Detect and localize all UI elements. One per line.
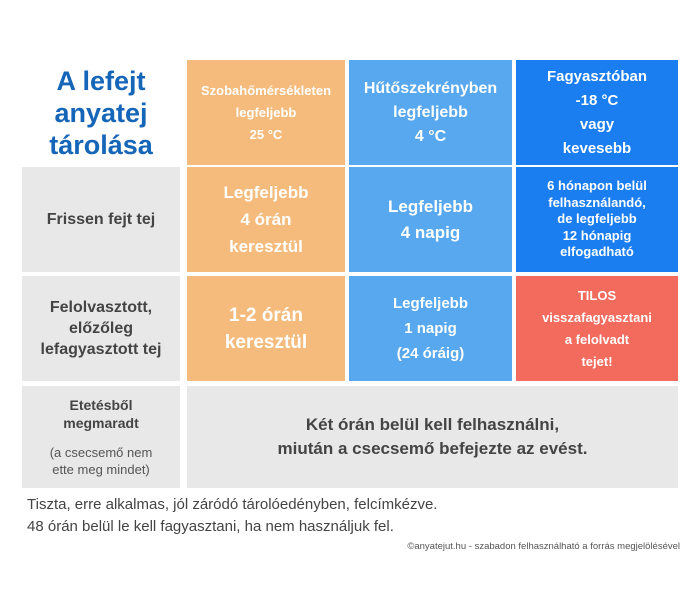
cell-text: visszafagyasztani [542, 309, 652, 325]
row-label-text: Etetésből [69, 397, 133, 413]
cell-text: de legfeljebb [557, 211, 637, 227]
fresh-fridge-cell [349, 167, 512, 272]
cell-text: TILOS [577, 287, 617, 303]
row-sublabel-text: ette meg mindet) [52, 462, 150, 477]
fresh-room-cell [187, 167, 345, 272]
cell-text: a felolvadt [564, 331, 630, 347]
cell-text: Legfeljebb [392, 295, 468, 312]
row-label-text: lefagyasztott tej [40, 341, 162, 358]
header-text: legfeljebb [393, 103, 468, 121]
header-text: Szobahőmérsékleten [200, 82, 332, 98]
header-text: Hűtőszekrényben [363, 79, 498, 97]
row-label-fresh [22, 167, 180, 272]
header-text: Fagyasztóban [546, 67, 648, 85]
thawed-freezer-cell [516, 276, 678, 381]
header-room-temperature [187, 60, 345, 165]
header-text: 4 °C [414, 127, 447, 145]
header-text: legfeljebb [235, 104, 297, 120]
row-label-leftover [22, 386, 180, 488]
row-label-text: előzőleg [68, 320, 133, 337]
header-text: vagy [579, 115, 615, 133]
header-text: -18 °C [575, 91, 619, 109]
page-title [22, 60, 180, 165]
cell-text: 4 napig [400, 222, 461, 242]
cell-text: 4 órán [240, 210, 292, 229]
footer-note: 48 órán belül le kell fagyasztani, ha nem használjuk fel. [27, 518, 394, 535]
cell-text: 6 hónapon belül [547, 178, 647, 194]
title-line: anyatej [54, 97, 148, 128]
row-label-text: megmaradt [63, 415, 139, 431]
cell-text: Két órán belül kell felhasználni, [305, 415, 560, 434]
cell-text: keresztül [224, 331, 308, 353]
footer-note: Tiszta, erre alkalmas, jól záródó tárolóedényben, felcímkézve. [27, 496, 438, 513]
row-label-thawed [22, 276, 180, 381]
cell-text: keresztül [229, 237, 303, 256]
row-label-text: Felolvasztott, [49, 299, 153, 316]
cell-text: 1 napig [404, 320, 457, 337]
row-sublabel-text: (a csecsemő nem [49, 445, 153, 460]
cell-text: tejet! [581, 353, 613, 369]
title-line: tárolása [49, 129, 153, 160]
cell-text: (24 óráig) [396, 345, 465, 362]
header-fridge [349, 60, 512, 165]
cell-text: 12 hónapig [562, 227, 632, 243]
leftover-value-cell [187, 386, 678, 488]
cell-text: felhasználandó, [548, 194, 646, 210]
header-freezer [516, 60, 678, 165]
cell-text: Legfeljebb [387, 196, 473, 216]
copyright-credit: ©anyatejut.hu - szabadon felhasználható a forrás megjelölésével [407, 541, 680, 552]
header-text: kevesebb [562, 139, 632, 157]
cell-text: Legfeljebb [223, 183, 309, 202]
cell-text: elfogadható [560, 244, 634, 260]
header-text: 25 °C [249, 126, 283, 142]
thawed-fridge-cell [349, 276, 512, 381]
title-line: A lefejt [56, 65, 146, 96]
cell-text: 1-2 órán [229, 304, 303, 326]
thawed-room-cell [187, 276, 345, 381]
row-label-text: Frissen fejt tej [46, 211, 156, 228]
cell-text: miután a csecsemő befejezte az evést. [277, 439, 588, 458]
fresh-freezer-cell [516, 167, 678, 272]
